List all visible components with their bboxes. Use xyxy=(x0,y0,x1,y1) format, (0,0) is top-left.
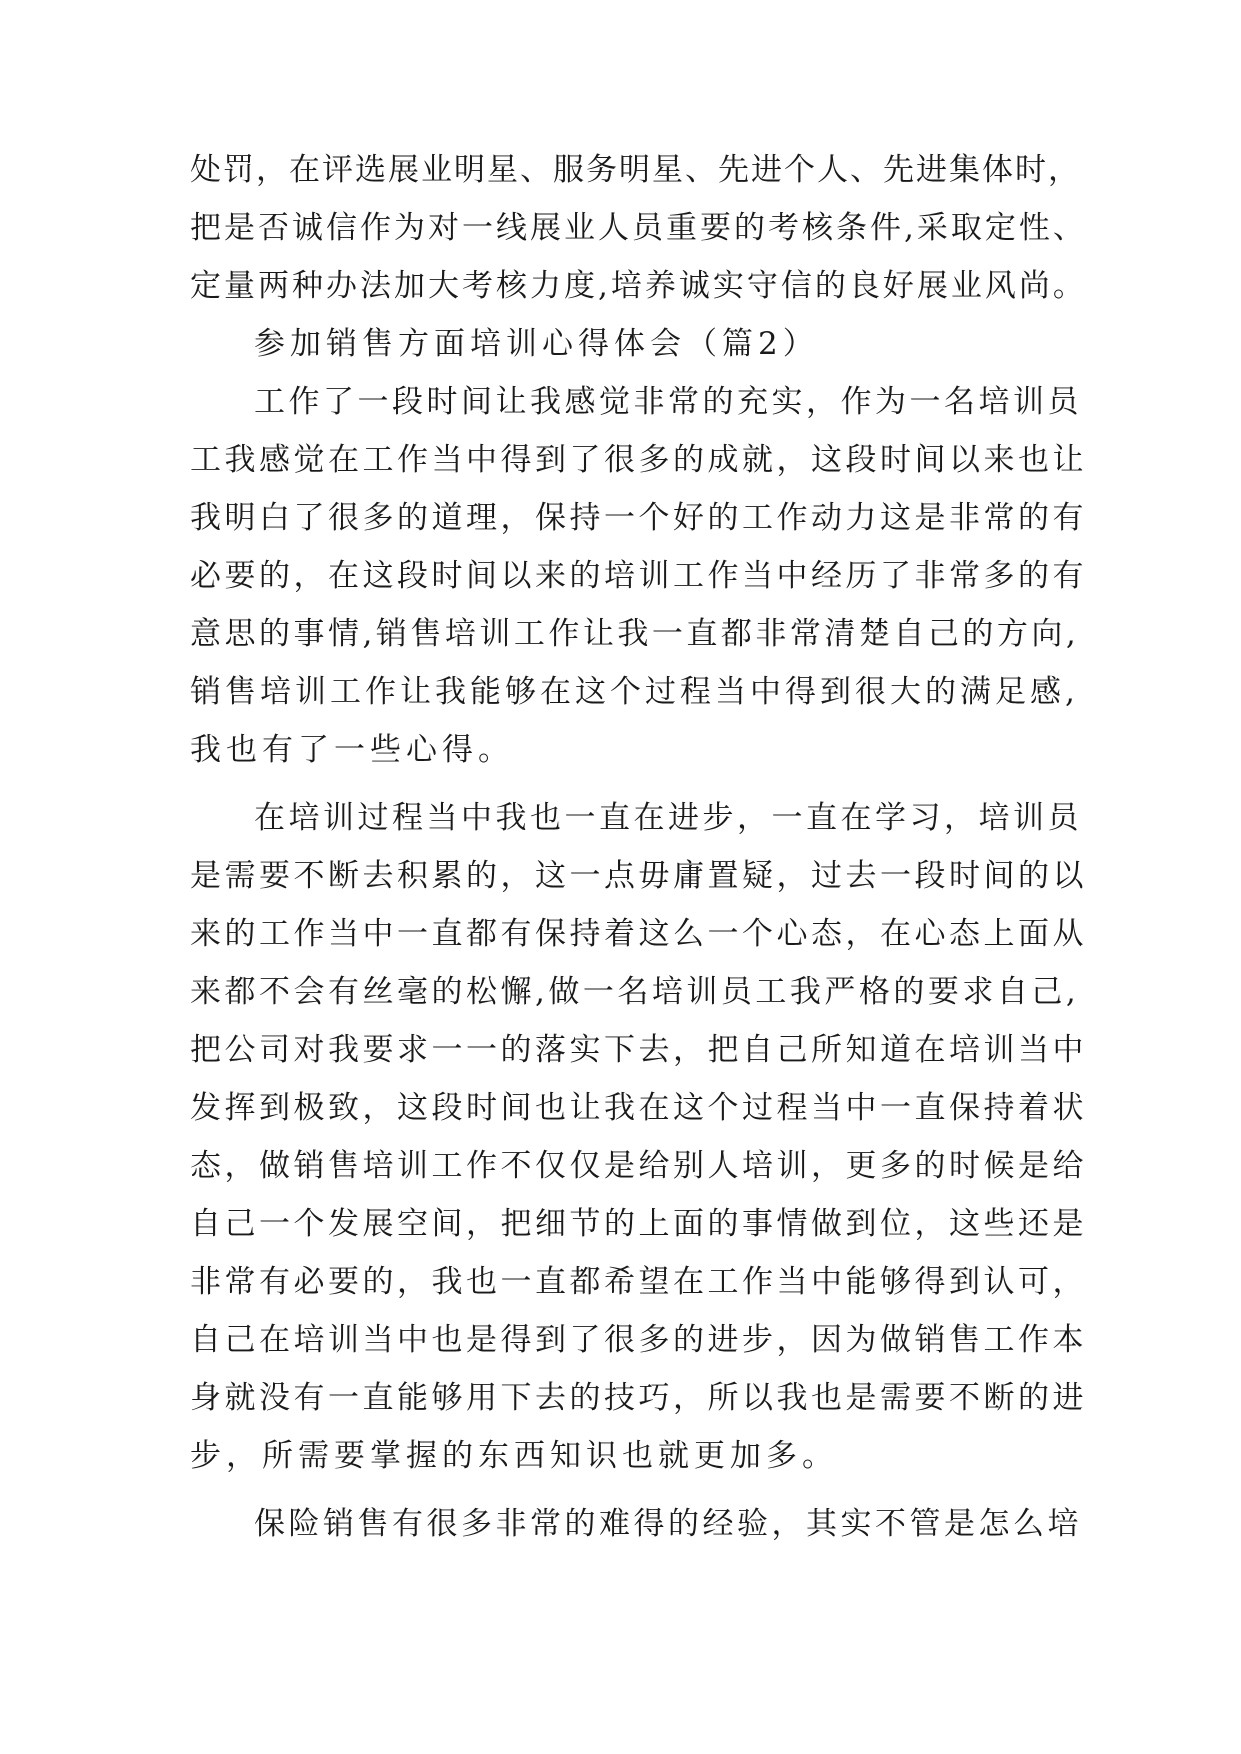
text-line: 发挥到极致，这段时间也让我在这个过程当中一直保持着状 xyxy=(190,1090,1087,1126)
text-line: 来的工作当中一直都有保持着这么一个心态，在心态上面从 xyxy=(190,916,1087,952)
text-line: 自己一个发展空间，把细节的上面的事情做到位，这些还是 xyxy=(190,1206,1087,1242)
text-line: 保险销售有很多非常的难得的经验，其实不管是怎么培 xyxy=(254,1506,1082,1542)
text-line: 必要的，在这段时间以来的培训工作当中经历了非常多的有 xyxy=(190,558,1087,594)
text-line: 我也有了一些心得。 xyxy=(190,732,514,768)
text-line: 把公司对我要求一一的落实下去，把自己所知道在培训当中 xyxy=(190,1032,1087,1068)
text-line: 我明白了很多的道理，保持一个好的工作动力这是非常的有 xyxy=(190,500,1087,536)
text-line: 处罚，在评选展业明星、服务明星、先进个人、先进集体时， xyxy=(190,152,1081,188)
text-line: 把是否诚信作为对一线展业人员重要的考核条件,采取定性、 xyxy=(190,210,1087,246)
section-heading: 参加销售方面培训心得体会（篇2） xyxy=(254,326,819,362)
text-line: 来都不会有丝毫的松懈,做一名培训员工我严格的要求自己, xyxy=(190,974,1080,1010)
text-line: 自己在培训当中也是得到了很多的进步，因为做销售工作本 xyxy=(190,1322,1087,1358)
text-line: 销售培训工作让我能够在这个过程当中得到很大的满足感, xyxy=(190,674,1079,710)
text-line: 意思的事情,销售培训工作让我一直都非常清楚自己的方向, xyxy=(190,616,1080,652)
text-line: 步，所需要掌握的东西知识也就更加多。 xyxy=(190,1438,838,1474)
text-line: 身就没有一直能够用下去的技巧，所以我也是需要不断的进 xyxy=(190,1380,1087,1416)
text-line: 在培训过程当中我也一直在进步，一直在学习，培训员 xyxy=(254,800,1082,836)
text-line: 定量两种办法加大考核力度,培养诚实守信的良好展业风尚。 xyxy=(190,268,1087,304)
text-line: 态，做销售培训工作不仅仅是给别人培训，更多的时候是给 xyxy=(190,1148,1087,1184)
text-line: 工我感觉在工作当中得到了很多的成就，这段时间以来也让 xyxy=(190,442,1087,478)
text-line: 是需要不断去积累的，这一点毋庸置疑，过去一段时间的以 xyxy=(190,858,1087,894)
text-line: 工作了一段时间让我感觉非常的充实，作为一名培训员 xyxy=(254,384,1082,420)
text-line: 非常有必要的，我也一直都希望在工作当中能够得到认可， xyxy=(190,1264,1087,1300)
